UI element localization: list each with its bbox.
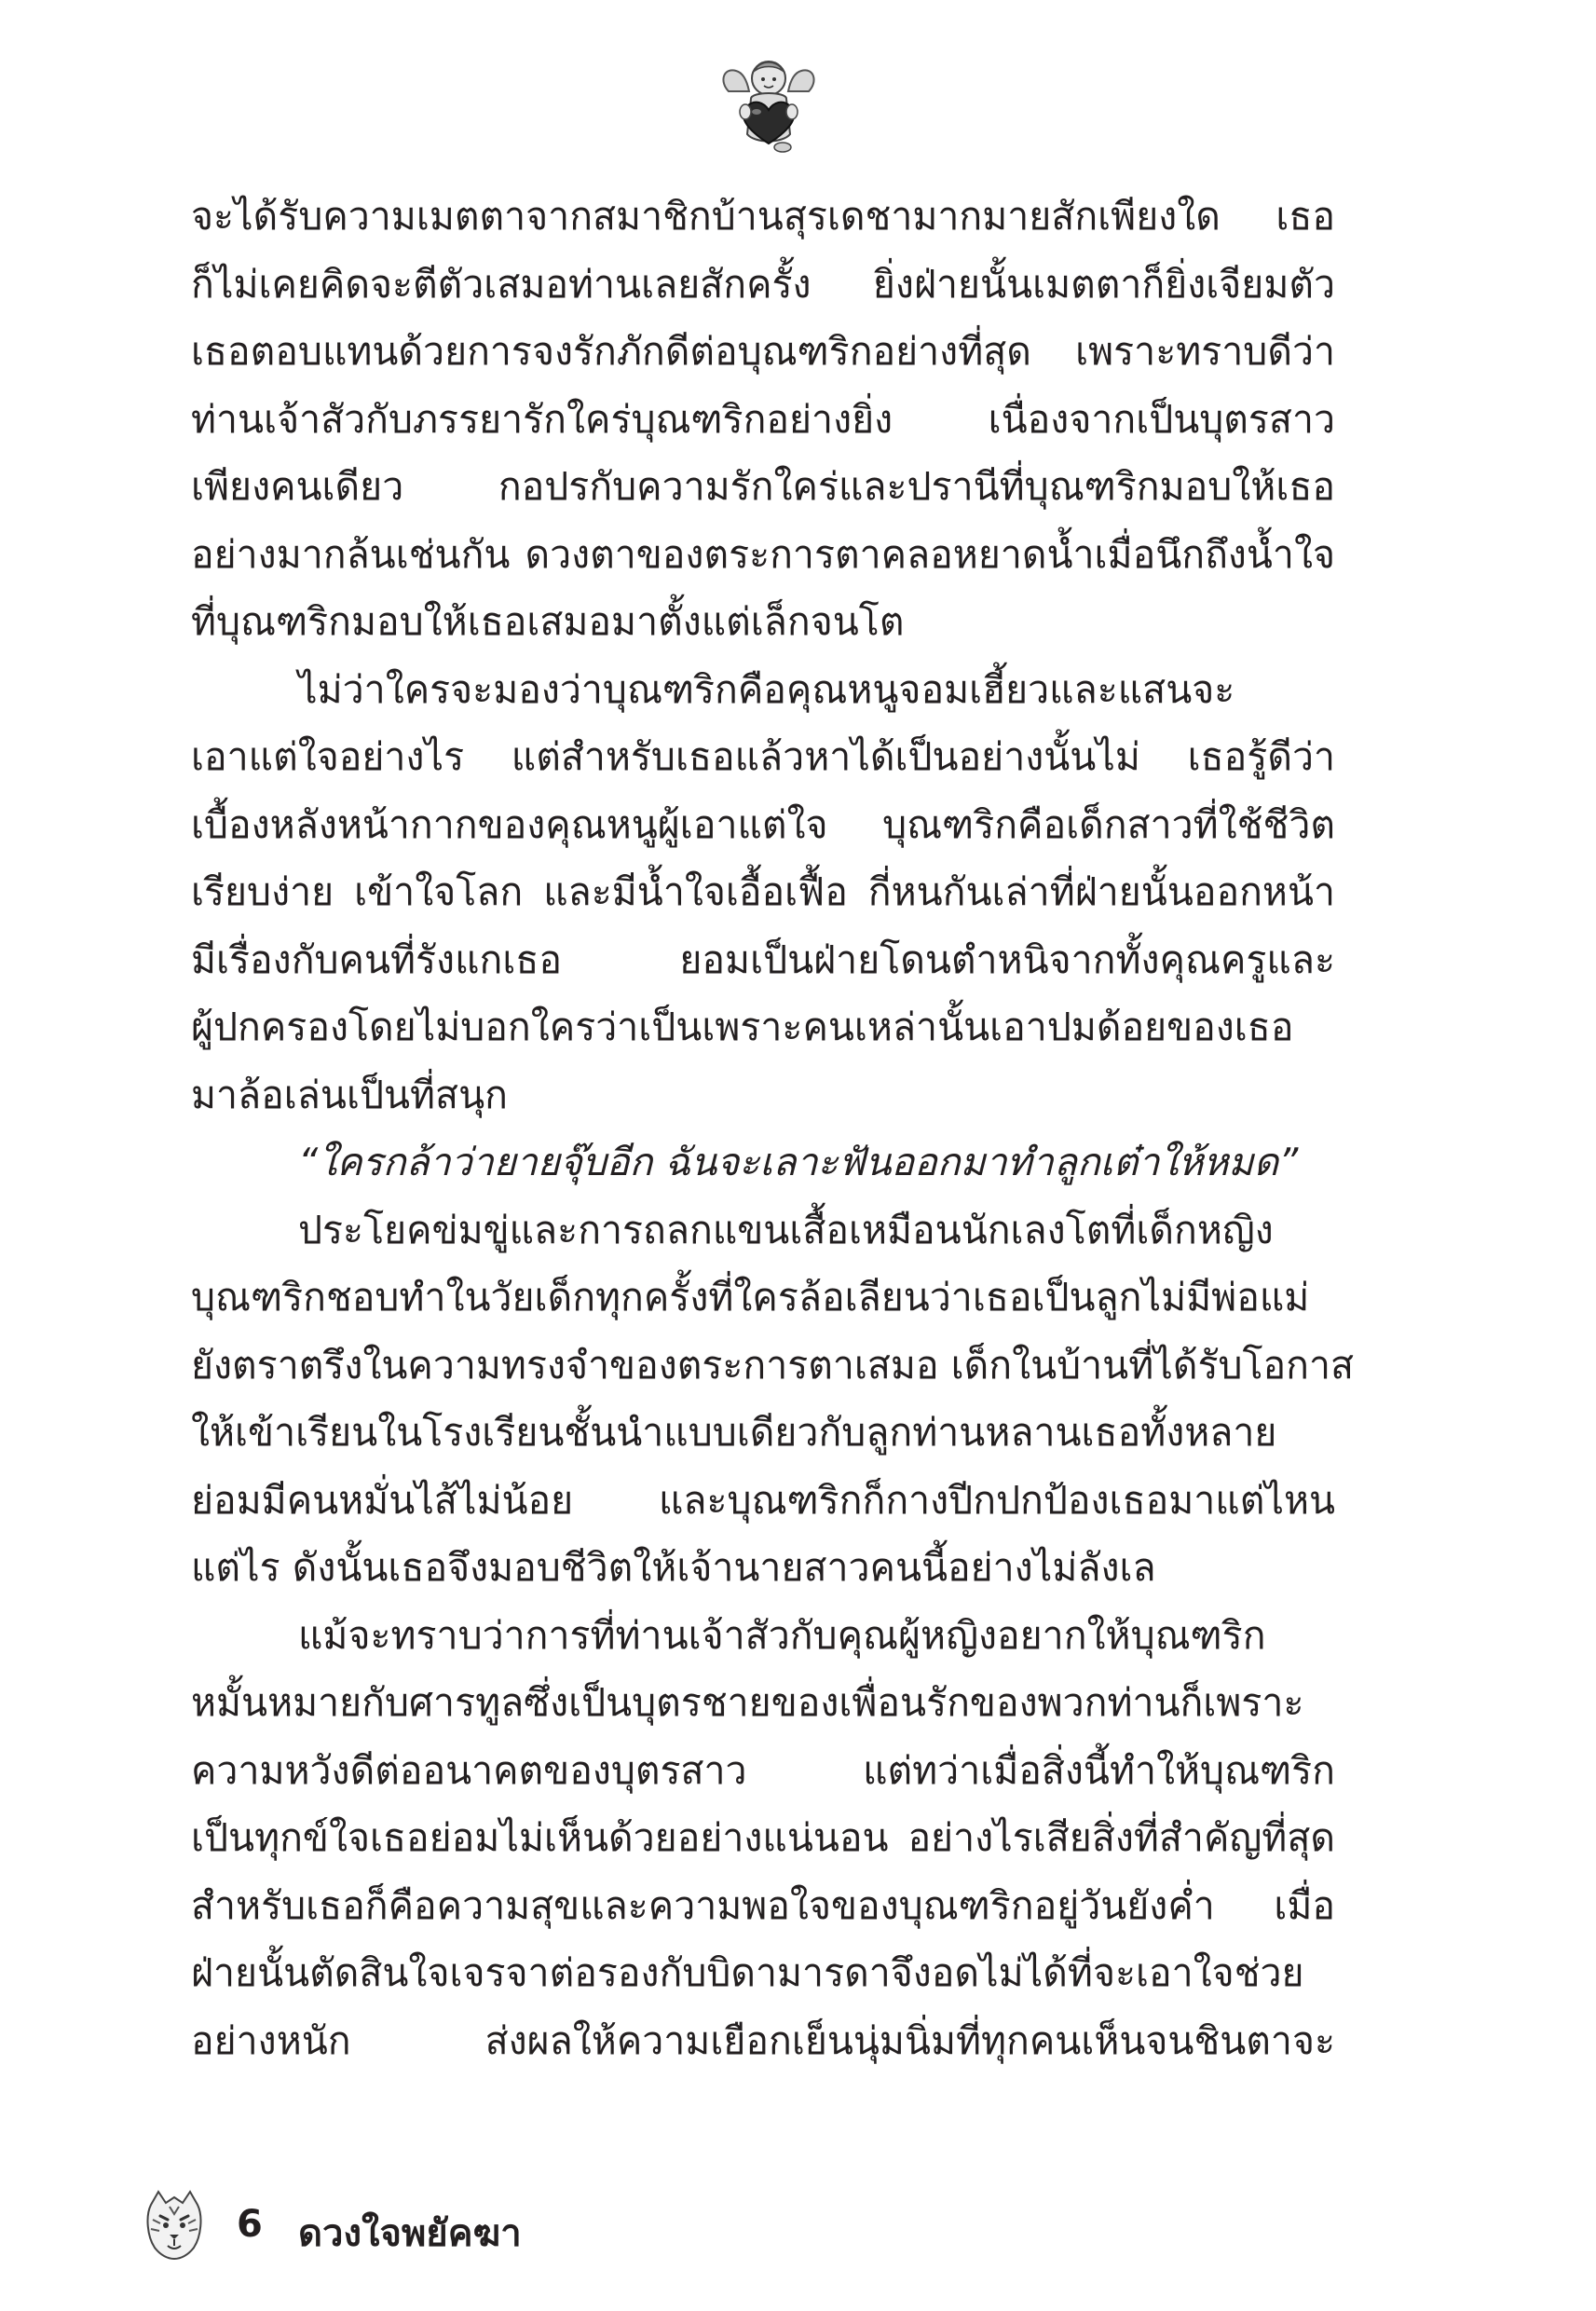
text-line: หมั้นหมายกับศารทูลซึ่งเป็นบุตรชายของเพื่อนรักของพวกท่านก็เพราะ xyxy=(191,1680,1304,1725)
text-line: เพียงคนเดียว กอปรกับความรักใคร่และปรานีที่บุณฑริกมอบให้เธอ xyxy=(191,464,1335,509)
page-footer xyxy=(142,2188,794,2263)
text-line: ความหวังดีต่ออนาคตของบุตรสาว แต่ทว่าเมื่อสิ่งนี้ทำให้บุณฑริก xyxy=(191,1747,1335,1793)
text-line: อย่างมากล้นเช่นกัน ดวงตาของตระการตาคลอหยาดน้ำเมื่อนึกถึงน้ำใจ xyxy=(191,531,1335,577)
page-number: 6 xyxy=(237,2203,263,2246)
text-line: ย่อมมีคนหมั่นไส้ไม่น้อย และบุณฑริกก็กางปีกปกป้องเธอมาแต่ไหน xyxy=(191,1477,1335,1523)
tiger-head-icon xyxy=(142,2188,207,2263)
text-line: ไม่ว่าใครจะมองว่าบุณฑริกคือคุณหนูจอมเฮี้ยวและแสนจะ xyxy=(298,666,1235,712)
text-line: มาล้อเล่นเป็นที่สนุก xyxy=(191,1072,508,1117)
text-line: ที่บุณฑริกมอบให้เธอเสมอมาตั้งแต่เล็กจนโต xyxy=(191,599,905,644)
text-line: ประโยคข่มขู่และการถลกแขนเสื้อเหมือนนักเลงโตที่เด็กหญิง xyxy=(298,1207,1274,1252)
book-title: ดวงใจพยัคฆา xyxy=(298,2212,522,2255)
text-line: แต่ไร ดังนั้นเธอจึงมอบชีวิตให้เจ้านายสาวคนนี้อย่างไม่ลังเล xyxy=(191,1545,1156,1590)
text-line: จะได้รับความเมตตาจากสมาชิกบ้านสุรเดชามากมายสักเพียงใด เธอ xyxy=(191,194,1335,239)
text-line: สำหรับเธอก็คือความสุขและความพอใจของบุณฑริกอยู่วันยังค่ำ เมื่อ xyxy=(191,1882,1335,1928)
text-line: ฝ่ายนั้นตัดสินใจเจรจาต่อรองกับบิดามารดาจึงอดไม่ได้ที่จะเอาใจช่วย xyxy=(191,1950,1304,1995)
text-line: เป็นทุกข์ใจเธอย่อมไม่เห็นด้วยอย่างแน่นอน อย่างไรเสียสิ่งที่สำคัญที่สุด xyxy=(191,1815,1335,1860)
text-line: ผู้ปกครองโดยไม่บอกใครว่าเป็นเพราะคนเหล่านั้นเอาปมด้อยของเธอ xyxy=(191,1005,1294,1049)
text-line: เธอตอบแทนด้วยการจงรักภักดีต่อบุณฑริกอย่างที่สุด เพราะทราบดีว่า xyxy=(191,329,1335,374)
text-line: ท่านเจ้าสัวกับภรรยารักใคร่บุณฑริกอย่างยิ่ง เนื่องจากเป็นบุตรสาว xyxy=(191,396,1335,442)
text-line: เอาแต่ใจอย่างไร แต่สำหรับเธอแล้วหาได้เป็นอย่างนั้นไม่ เธอรู้ดีว่า xyxy=(191,734,1335,779)
text-line: อย่างหนัก ส่งผลให้ความเยือกเย็นนุ่มนิ่มที่ทุกคนเห็นจนชินตาจะ xyxy=(191,2017,1335,2063)
text-line: ก็ไม่เคยคิดจะตีตัวเสมอท่านเลยสักครั้ง ยิ่งฝ่ายนั้นเมตตาก็ยิ่งเจียมตัว xyxy=(191,261,1335,307)
cupid-with-heart-icon xyxy=(717,54,820,157)
text-line: เรียบง่าย เข้าใจโลก และมีน้ำใจเอื้อเฟื้อ กี่หนกันเล่าที่ฝ่ายนั้นออกหน้า xyxy=(191,869,1335,914)
quote-line: “ใครกล้าว่ายายจุ๊บอีก ฉันจะเลาะฟันออกมาทำลูกเต๋าให้หมด” xyxy=(298,1140,1299,1184)
text-line: ยังตราตรึงในความทรงจำของตระการตาเสมอ เด็กในบ้านที่ได้รับโอกาส xyxy=(191,1342,1355,1388)
text-line: มีเรื่องกับคนที่รังแกเธอ ยอมเป็นฝ่ายโดนตำหนิจากทั้งคุณครูและ xyxy=(191,937,1335,982)
text-line: ให้เข้าเรียนในโรงเรียนชั้นนำแบบเดียวกับลูกท่านหลานเธอทั้งหลาย xyxy=(191,1410,1277,1455)
text-line: เบื้องหลังหน้ากากของคุณหนูผู้เอาแต่ใจ บุณฑริกคือเด็กสาวที่ใช้ชีวิต xyxy=(191,801,1335,847)
text-line: บุณฑริกชอบทำในวัยเด็กทุกครั้งที่ใครล้อเลียนว่าเธอเป็นลูกไม่มีพ่อแม่ xyxy=(191,1275,1310,1320)
body-text xyxy=(191,183,1355,2074)
text-line: แม้จะทราบว่าการที่ท่านเจ้าสัวกับคุณผู้หญิงอยากให้บุณฑริก xyxy=(298,1612,1266,1658)
